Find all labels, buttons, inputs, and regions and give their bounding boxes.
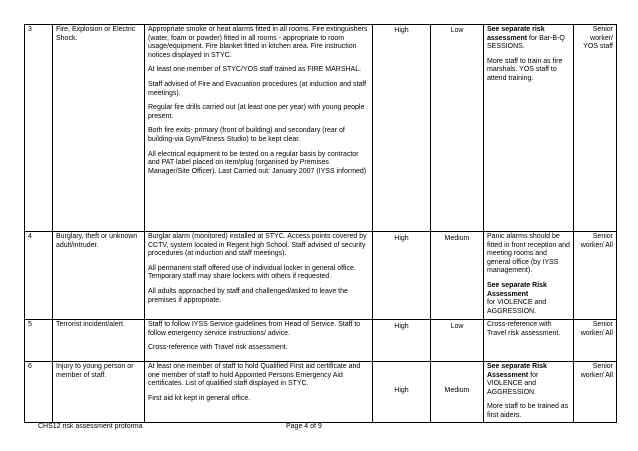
further-action-rest: for VIOLENCE and AGGRESSION. bbox=[487, 371, 539, 396]
likelihood-cell: Medium bbox=[431, 362, 484, 423]
further-action-intro: Panic alarms should be fitted in front reception and meeting rooms and general office (by IYSS management). bbox=[487, 233, 570, 275]
hazard-cell: Fire, Explosion or Electric Shock. bbox=[53, 25, 145, 232]
further-action-cell bbox=[484, 362, 574, 423]
control-text: Appropriate smoke or heat alarms fitted in all rooms. Fire extinguishers (water, foam or powder) fitted in all rooms - appropriate to room usage/equipment. Fire blanket fitted in kitchen area. Fire instruction notices displayed in STYC. bbox=[148, 26, 368, 59]
responsible-cell: Senior worker/ All bbox=[574, 320, 617, 362]
further-action-rest: for Bar-B-Q SESSIONS. bbox=[487, 34, 565, 51]
further-action-cell bbox=[484, 232, 574, 320]
further-action-extra: More staff to train as fire marshals. YOS staff to attend training. bbox=[487, 57, 563, 82]
control-text: Staff to follow IYSS Service guidelines from Head of Service. Staff to follow emergency service instructions/ advice. bbox=[148, 321, 361, 337]
likelihood-cell: Medium bbox=[431, 232, 484, 320]
control-text: All adults approached by staff and challenged/asked to leave the premises if appropriate. bbox=[148, 287, 348, 304]
footer-document-name: CHS12 risk assessment proforma bbox=[38, 423, 143, 430]
responsible-cell: Senior worker/ All bbox=[574, 362, 617, 423]
table-row bbox=[25, 232, 617, 320]
hazard-cell: Burglary, theft or unknown adult/intruder. bbox=[53, 232, 145, 320]
control-text: Both fire exits- primary (front of building) and secondary (rear of building-via Gym/Fitness Studio) to be kept clear. bbox=[148, 127, 345, 143]
likelihood-cell: Low bbox=[431, 320, 484, 362]
control-text: Regular fire drills carried out (at least one per year) with young people present. bbox=[148, 104, 365, 120]
row-number: 5 bbox=[25, 320, 53, 362]
further-action-extra: More staff to be trained as first aiders. bbox=[487, 403, 569, 419]
row-number: 6 bbox=[25, 362, 53, 423]
severity-cell: High bbox=[373, 362, 431, 423]
further-action-text bbox=[487, 363, 570, 397]
control-text: First aid kit kept in general office. bbox=[148, 394, 251, 402]
row-number: 4 bbox=[25, 232, 53, 320]
control-text: Cross-reference with Travel risk assessment. bbox=[148, 344, 288, 352]
hazard-cell: Injury to young person or member of staff. bbox=[53, 362, 145, 423]
further-action-rest: for VIOLENCE and AGGRESSION. bbox=[487, 299, 547, 315]
hazard-cell: Terrorist incident/alert. bbox=[53, 320, 145, 362]
controls-cell bbox=[145, 25, 373, 232]
table-row bbox=[25, 25, 617, 232]
control-text: All permanent staff offered use of individual locker in general office. Temporary staff may share lockers with others if requested. bbox=[148, 264, 356, 281]
row-number: 3 bbox=[25, 25, 53, 232]
further-action-bold: See separate risk assessment bbox=[487, 26, 545, 42]
responsible-cell: Senior worker/ YOS staff bbox=[574, 25, 617, 232]
control-text: All electrical equipment to be tested on a regular basis by contractor and PAT label placed on item/plug (organised by Premises Manager/Site Officer). Last Carried out: January 2007 (IYSS informed) bbox=[148, 150, 367, 175]
footer-page-number: Page 4 of 9 bbox=[286, 423, 322, 430]
controls-cell bbox=[145, 362, 373, 423]
control-text: At least one member of STYC/YOS staff trained as FIRE MARSHAL. bbox=[148, 66, 362, 74]
control-text: Burglar alarm (monitored) installed at STYC. Access points covered by CCTV, system located in Regent high School. Staff advised of security procedures (at induction and staff meetings). bbox=[148, 233, 367, 258]
further-action-text bbox=[487, 282, 570, 316]
further-action-bold: See separate Risk Assessment bbox=[487, 363, 547, 379]
responsible-cell: Senior worker/ All bbox=[574, 232, 617, 320]
further-action-text bbox=[487, 26, 570, 52]
table-row bbox=[25, 320, 617, 362]
severity-cell: High bbox=[373, 320, 431, 362]
control-text: Staff advised of Fire and Evacuation procedures (at induction and staff meetings). bbox=[148, 80, 367, 97]
risk-assessment-table bbox=[24, 24, 617, 423]
control-text: At least one member of staff to hold Qualified First aid certificate and one member of staff to hold Appointed Persons Emergency Aid certificates. List of qualified staff displayed in STYC. bbox=[148, 363, 361, 388]
further-action-cell bbox=[484, 25, 574, 232]
further-action-bold: See separate Risk Assessment bbox=[487, 281, 547, 298]
severity-cell: High bbox=[373, 232, 431, 320]
severity-cell: High bbox=[373, 25, 431, 232]
likelihood-cell: Low bbox=[431, 25, 484, 232]
table-row bbox=[25, 362, 617, 423]
controls-cell bbox=[145, 320, 373, 362]
controls-cell bbox=[145, 232, 373, 320]
further-action-cell: Cross-reference with Travel risk assessment. bbox=[484, 320, 574, 362]
